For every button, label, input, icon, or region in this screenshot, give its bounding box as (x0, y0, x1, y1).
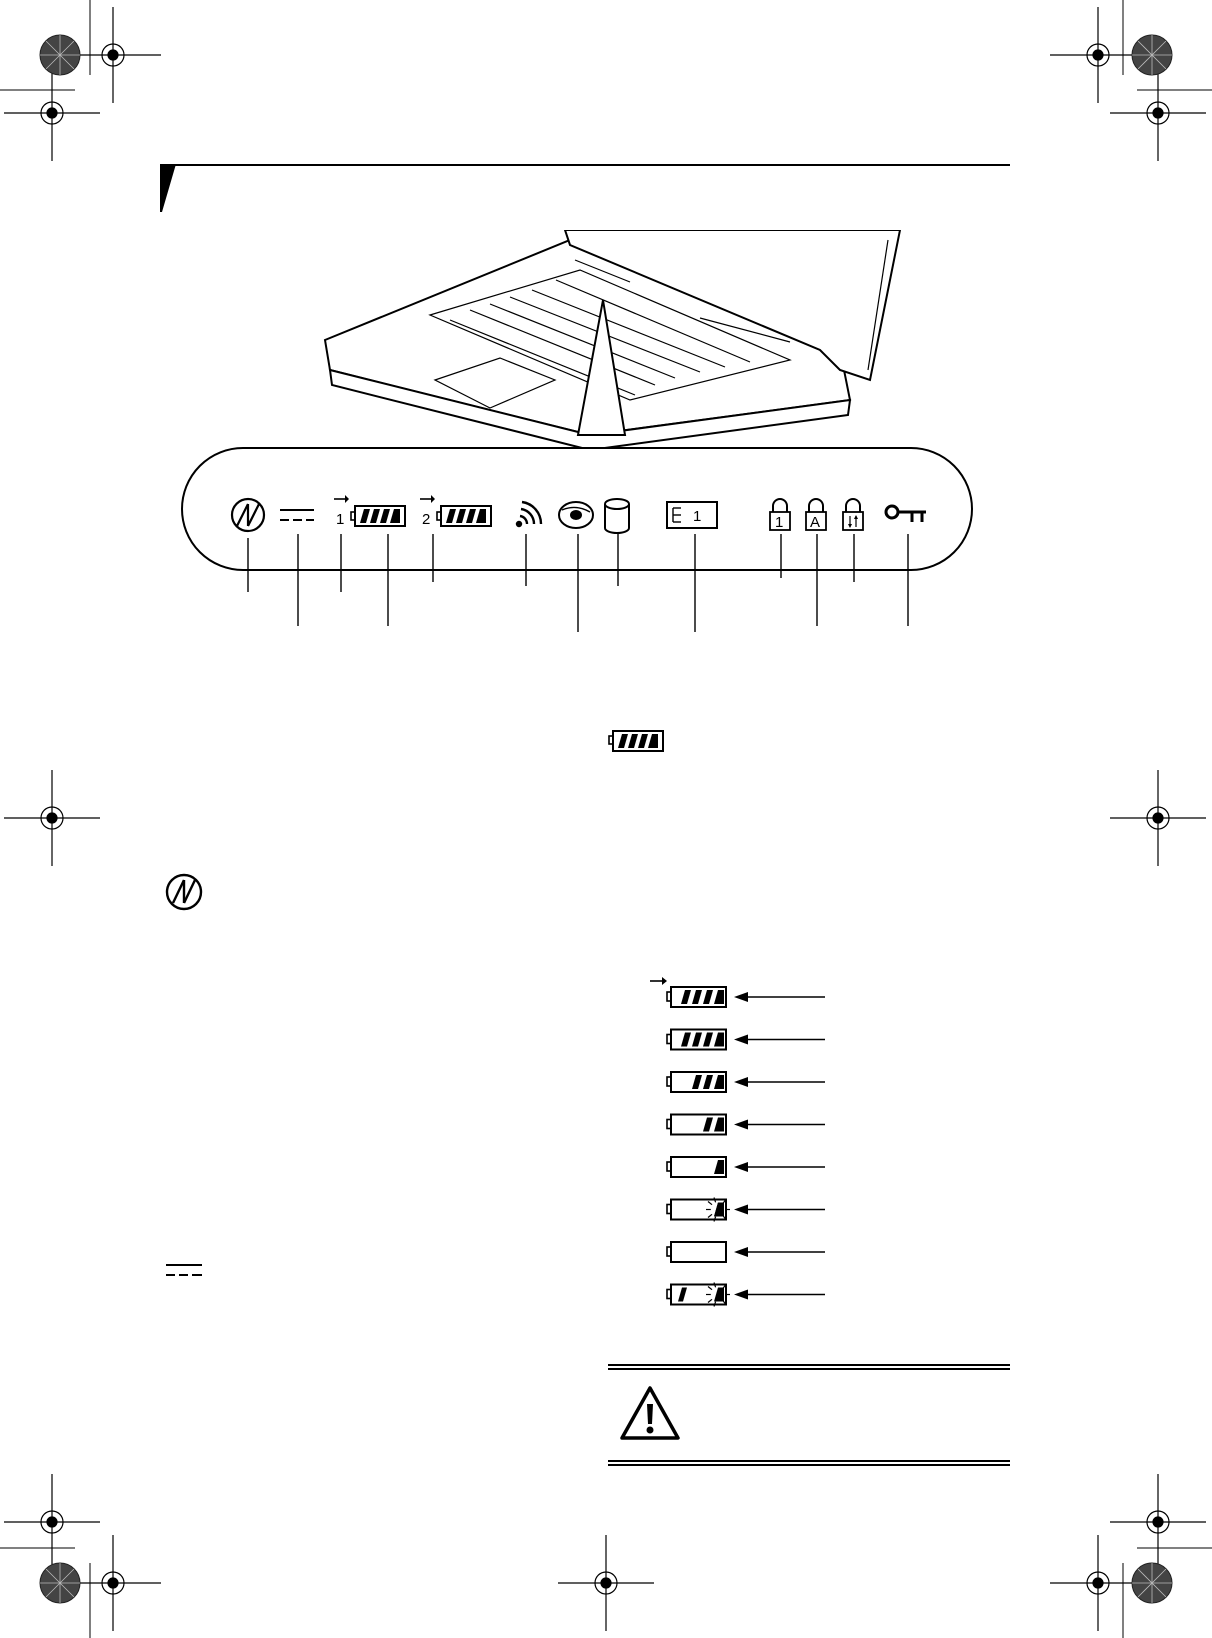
power-icon-large (164, 872, 204, 912)
warning-icon (618, 1384, 682, 1442)
arrow-head (734, 1205, 748, 1215)
battery-bar (703, 1075, 713, 1089)
arrow-head (734, 1247, 748, 1257)
battery-bar (714, 990, 724, 1004)
battery-bar (681, 1033, 691, 1047)
arrow-head (734, 1290, 748, 1300)
battery-state-row (667, 1242, 825, 1262)
arrow-head (734, 1162, 748, 1172)
battery-bar (703, 990, 713, 1004)
battery-bar (692, 990, 702, 1004)
media-display-label: 1 (693, 508, 702, 525)
battery-bar (703, 1118, 713, 1132)
warning-bottom-rule (608, 1460, 1010, 1466)
battery-state-row (667, 1283, 825, 1307)
battery-bar (714, 1033, 724, 1047)
battery-bar (714, 1075, 724, 1089)
caps-lock-label: A (810, 514, 821, 531)
battery-level-states (640, 975, 840, 1315)
battery-small-icon (608, 728, 668, 754)
status-indicator-panel (0, 440, 1212, 640)
battery-state-row (667, 1115, 825, 1135)
battery-state-row (650, 977, 825, 1007)
arrow-head (734, 1077, 748, 1087)
battery-state-row (667, 1198, 825, 1222)
battery-bar (714, 1160, 724, 1174)
arrow-head (734, 992, 748, 1002)
laptop-illustration (320, 230, 920, 460)
num-lock-label: 1 (775, 514, 784, 531)
battery-bar (681, 990, 691, 1004)
battery-bay-1-label: 1 (336, 511, 345, 528)
dc-power-icon (164, 1260, 204, 1280)
arrow-head (734, 1120, 748, 1130)
hard-drive-icon (605, 499, 629, 533)
warning-top-rule (608, 1364, 1010, 1370)
battery-bay-2-label: 2 (422, 511, 431, 528)
battery-state-row (667, 1157, 825, 1177)
battery-bar (714, 1118, 724, 1132)
arrow-head (734, 1035, 748, 1045)
battery-state-row (667, 1072, 825, 1092)
battery-bar (703, 1033, 713, 1047)
battery-bar (692, 1033, 702, 1047)
battery-state-row (667, 1030, 825, 1050)
battery-bar (692, 1075, 702, 1089)
